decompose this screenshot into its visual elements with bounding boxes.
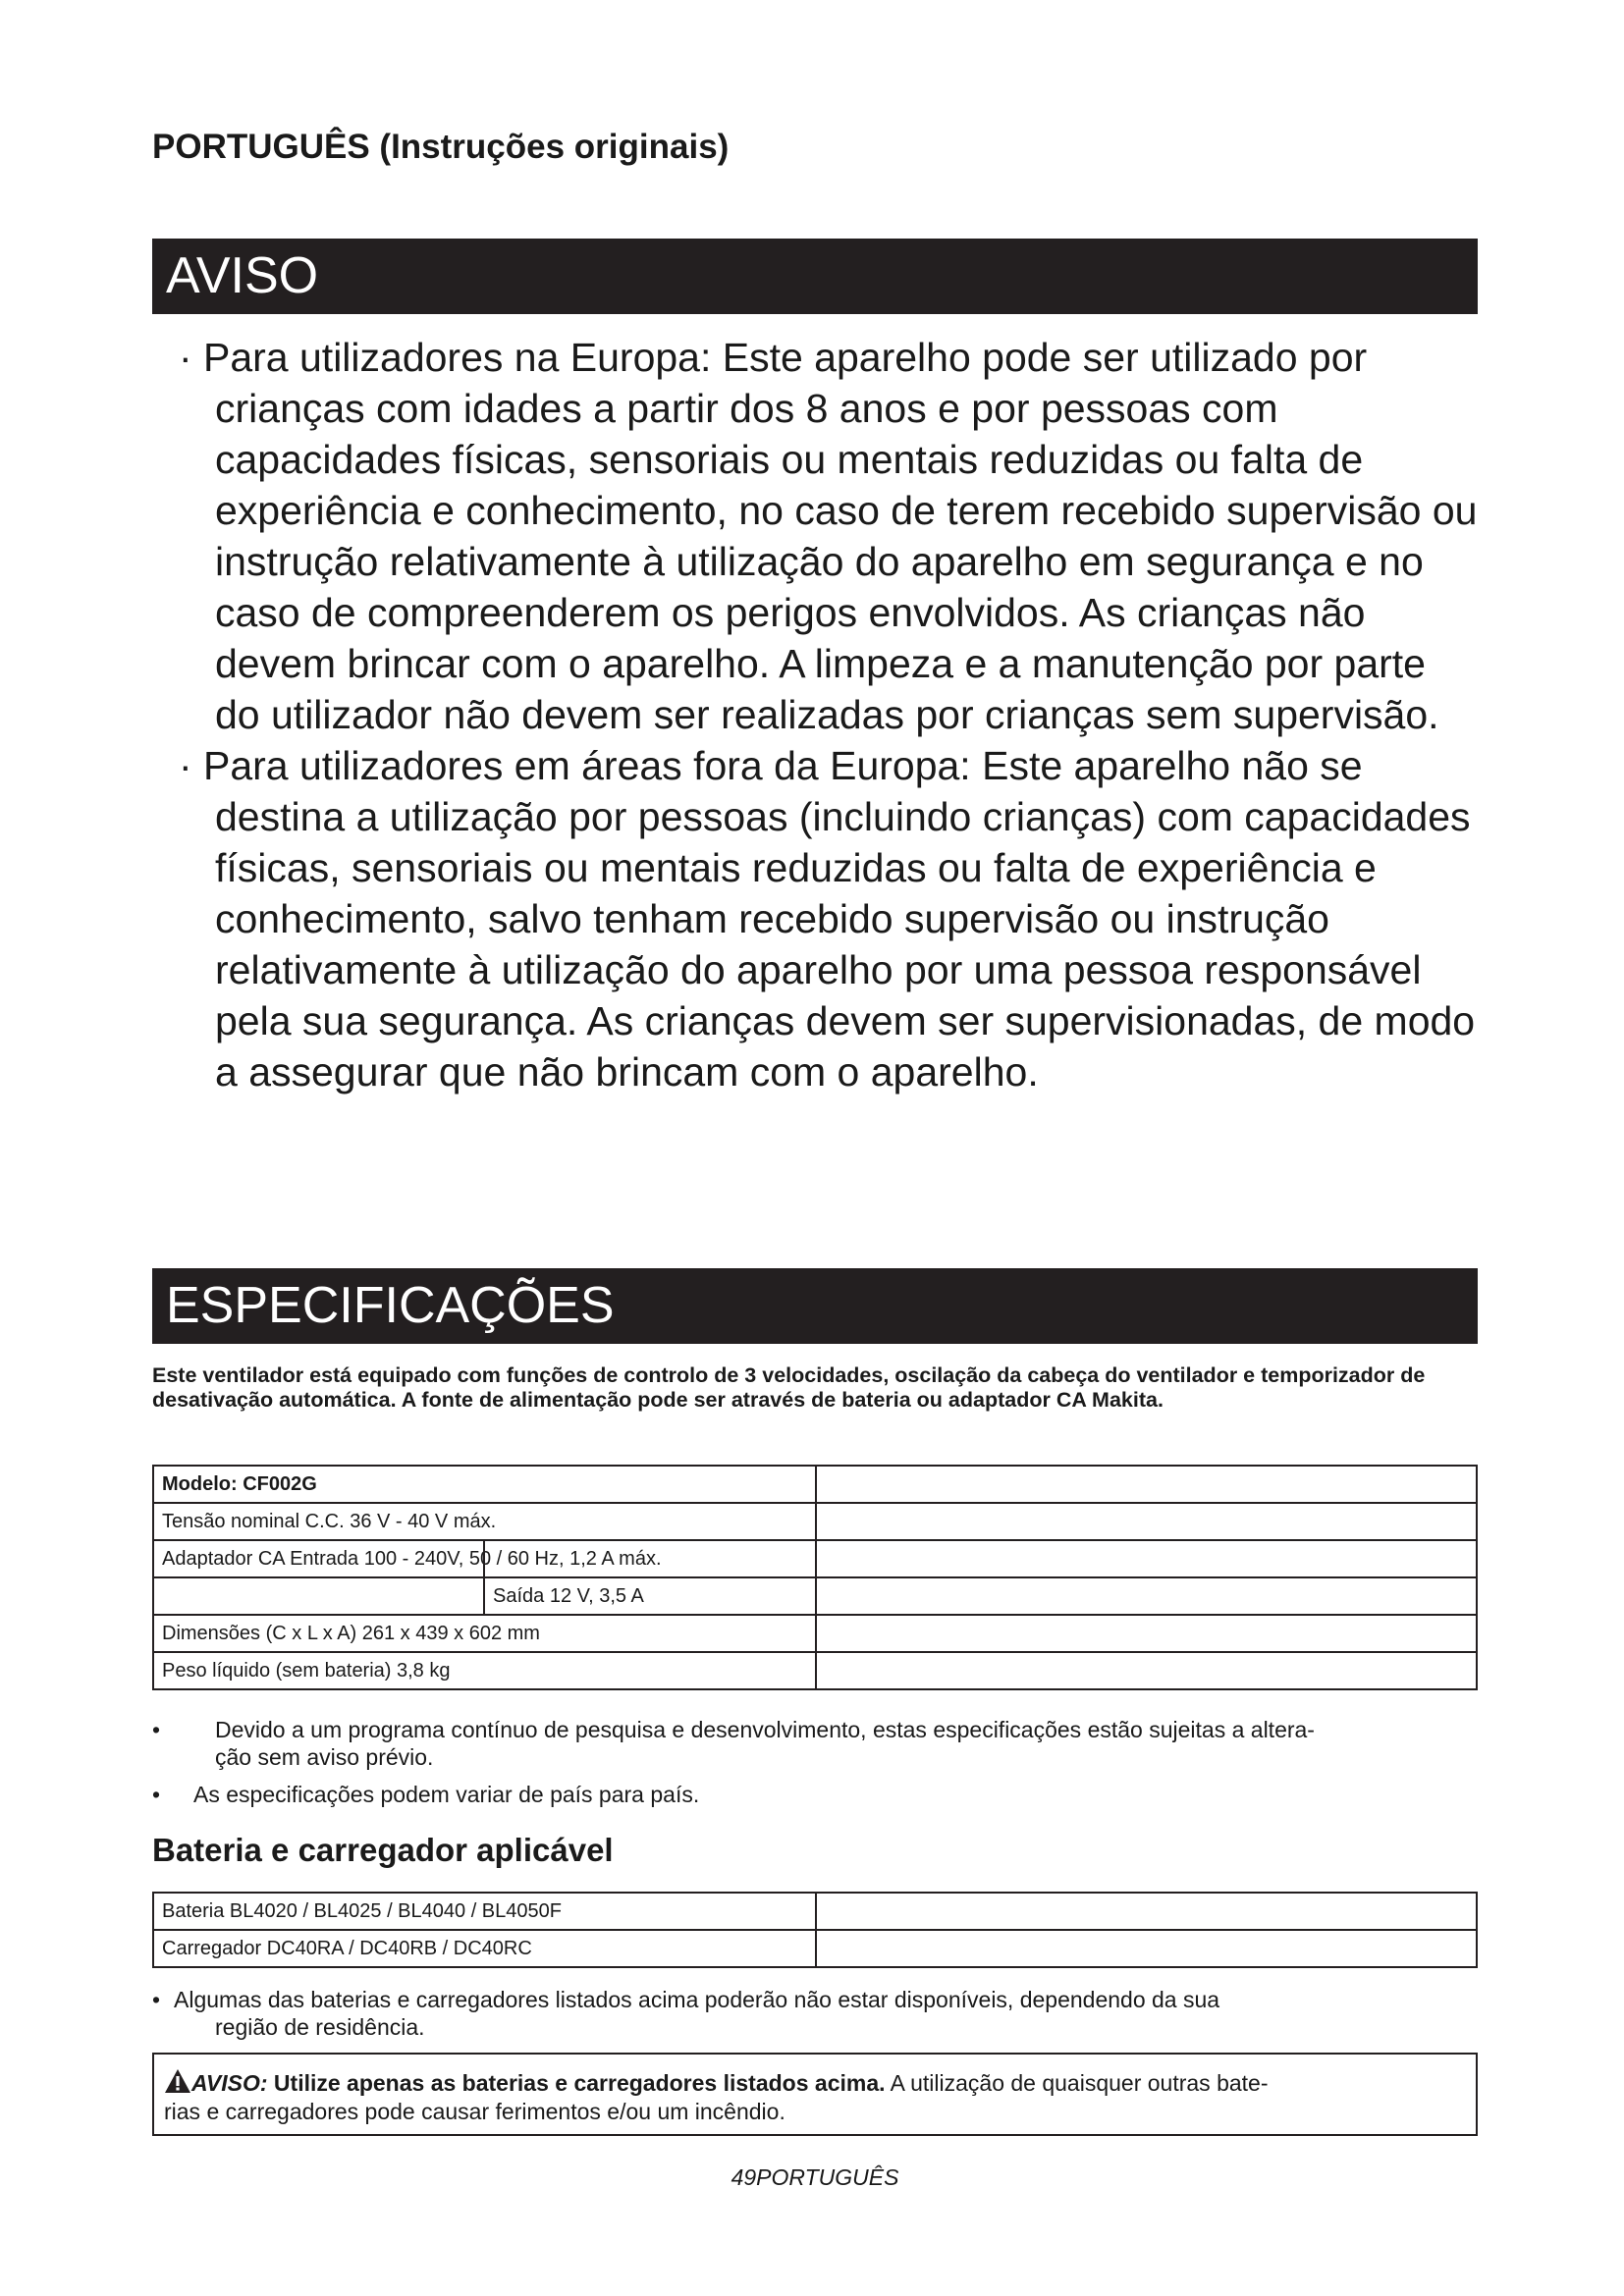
page-footer: 49PORTUGUÊS [731,2164,899,2190]
aviso-list [152,332,1478,1097]
spec-model: Modelo: CF002G [153,1466,816,1503]
table-row [153,1893,1477,1930]
aviso-item-europe [152,332,1478,740]
spec-adapter-output [153,1577,816,1615]
battery-models: Bateria BL4020 / BL4025 / BL4040 / BL4050F [153,1893,816,1930]
specs-section-title: ESPECIFICAÇÕES [152,1268,1478,1344]
table-row [153,1503,1477,1540]
spec-voltage: Tensão nominal C.C. 36 V - 40 V máx. [153,1503,816,1540]
table-row [153,1540,1477,1577]
table-row [153,1615,1477,1652]
note-item [152,1716,1478,1771]
note-item [152,1986,1478,2041]
warning-text-continued: rias e carregadores pode causar ferimentos e/ou um incêndio. [164,2099,785,2124]
spec-dimensions: Dimensões (C x L x A) 261 x 439 x 602 mm [153,1615,816,1652]
table-row [153,1466,1477,1503]
bullet-marker: · [179,335,192,380]
note-text: As especificações podem variar de país para país. [193,1782,700,1807]
spec-weight: Peso líquido (sem bateria) 3,8 kg [153,1652,816,1689]
adapter-output-value: Saída 12 V, 3,5 A [493,1584,644,1607]
spec-empty-cell [816,1652,1477,1689]
aviso-item-text: Para utilizadores em áreas fora da Europa: Este aparelho não se destina a utilização por pessoas (incluindo crianças) com capacidades físicas, sensoriais ou mentais reduzidas ou falta de experiência e conhecimento, salvo tenham recebido supervisão ou instrução relativamente à utilização do aparelho por uma pessoa responsável pela sua segurança. As crianças devem ser supervisionadas, de modo a assegurar que não brincam com o aparelho. [203,743,1476,1095]
spec-empty-cell [816,1577,1477,1615]
specs-intro: Este ventilador está equipado com funções de controlo de 3 velocidades, oscilação da cabeça do ventilador e temporizador de desativação automática. A fonte de alimentação pode ser através de bateria ou adaptador CA Makita. [152,1363,1426,1412]
spec-empty-cell [816,1503,1477,1540]
warning-triangle-icon [164,2068,191,2094]
warning-label: AVISO: [191,2070,268,2096]
charger-models: Carregador DC40RA / DC40RB / DC40RC [153,1930,816,1967]
bullet-marker: • [152,1717,161,1742]
bullet-marker: • [152,1782,161,1807]
battery-section-title: Bateria e carregador aplicável [152,1832,614,1868]
spec-empty-cell [816,1466,1477,1503]
aviso-item-text: Para utilizadores na Europa: Este aparelho pode ser utilizado por crianças com idades a partir dos 8 anos e por pessoas com capacidades físicas, sensoriais ou mentais reduzidas ou falta de experiência e conhecimento, no caso de terem recebido supervisão ou instrução relativamente à utilização do aparelho em segurança e no caso de compreenderem os perigos envolvidos. As crianças não devem brincar com o aparelho. A limpeza e a manutenção por parte do utilizador não devem ser realizadas por crianças sem supervisão. [203,335,1478,737]
battery-table [152,1892,1478,1968]
aviso-item-outside-europe [152,740,1478,1097]
table-row [153,1930,1477,1967]
battery-empty-cell [816,1893,1477,1930]
note-item [152,1781,1478,1808]
cell-divider [483,1539,485,1578]
note-text-continued: ção sem aviso prévio. [215,1744,434,1770]
spec-empty-cell [816,1540,1477,1577]
battery-notes [152,1986,1478,2051]
aviso-section-title: AVISO [152,239,1478,314]
note-text: Devido a um programa contínuo de pesquisa e desenvolvimento, estas especificações estão sujeitas a altera- [215,1717,1315,1742]
spec-adapter-input [153,1540,816,1577]
adapter-input-label: Adaptador CA Entrada 100 - 240 [162,1547,448,1570]
warning-text: A utilização de quaisquer outras bate- [885,2070,1269,2096]
specs-table [152,1465,1478,1690]
adapter-input-value: V, 50 / 60 Hz, 1,2 A máx. [447,1547,662,1570]
language-title: PORTUGUÊS (Instruções originais) [152,128,730,166]
table-row [153,1652,1477,1689]
note-text: Algumas das baterias e carregadores listados acima poderão não estar disponíveis, dependendo da sua [174,1987,1220,2012]
specs-notes [152,1716,1478,1818]
battery-empty-cell [816,1930,1477,1967]
table-row [153,1577,1477,1615]
bullet-marker: · [179,743,192,788]
bullet-marker: • [152,1987,161,2012]
note-text-continued: região de residência. [215,2014,425,2040]
battery-warning-box [152,2053,1478,2136]
warning-bold-text: Utilize apenas as baterias e carregadores listados acima. [273,2070,886,2096]
spec-empty-cell [816,1615,1477,1652]
